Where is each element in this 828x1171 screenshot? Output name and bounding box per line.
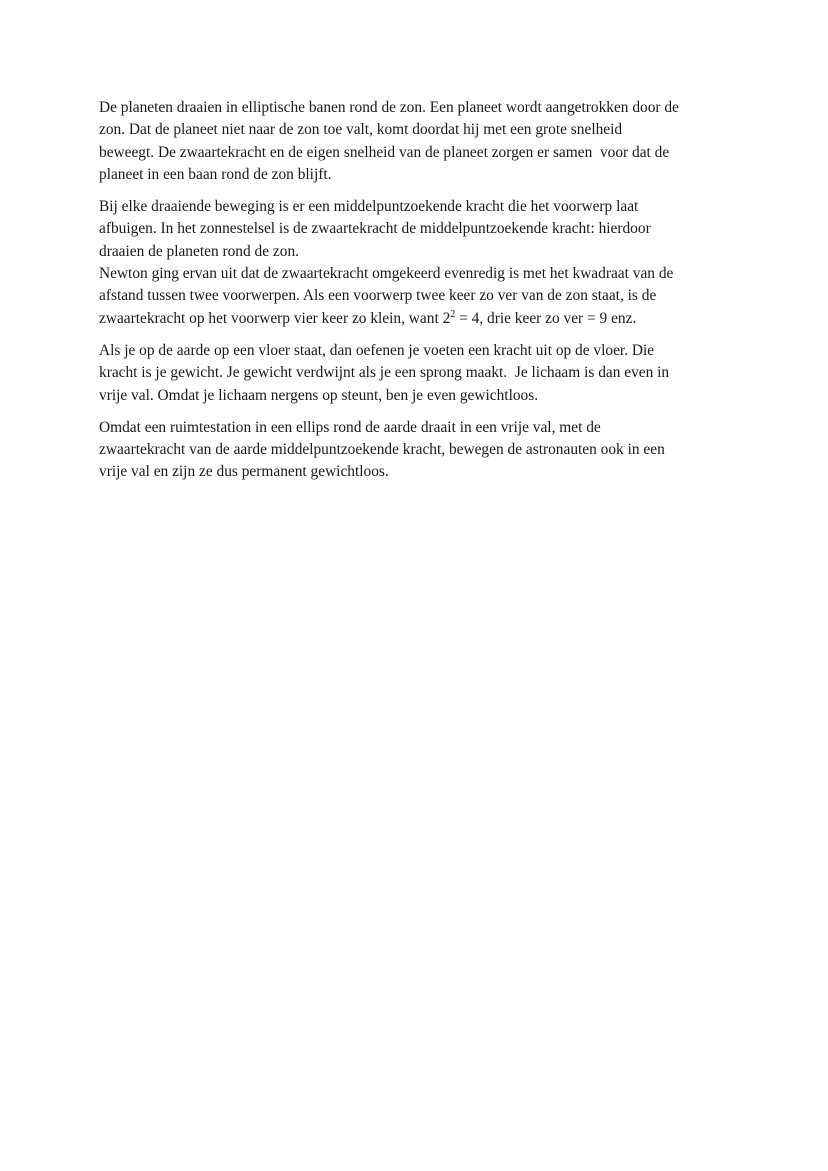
text-line: kracht is je gewicht. Je gewicht verdwijnt als je een sprong maakt. Je lichaam is dan even in — [99, 364, 670, 382]
text-line: afbuigen. In het zonnestelsel is de zwaartekracht de middelpuntzoekende kracht: hierdoor — [99, 220, 651, 238]
text-line: beweegt. De zwaartekracht en de eigen snelheid van de planeet zorgen er samen voor dat de — [99, 143, 670, 161]
paragraph-centripetal-force — [99, 196, 739, 330]
text-line-with-formula — [99, 308, 739, 330]
text-line: Omdat een ruimtestation in een ellips rond de aarde draait in een vrije val, met de — [99, 418, 601, 436]
paragraph-space-station — [99, 417, 739, 484]
formula-text-after: = 4, drie keer zo ver = 9 enz. — [455, 309, 637, 327]
text-line: zon. Dat de planeet niet naar de zon toe valt, komt doordat hij met een grote snelheid — [99, 121, 623, 139]
text-line: afstand tussen twee voorwerpen. Als een voorwerp twee keer zo ver van de zon staat, is de — [99, 287, 657, 305]
text-line: Bij elke draaiende beweging is er een middelpuntzoekende kracht die het voorwerp laat — [99, 198, 639, 216]
paragraph-weight — [99, 340, 739, 407]
text-line: planeet in een baan rond de zon blijft. — [99, 165, 332, 183]
text-line: zwaartekracht van de aarde middelpuntzoekende kracht, bewegen de astronauten ook in een — [99, 441, 665, 459]
document-page — [99, 97, 739, 494]
text-line: Als je op de aarde op een vloer staat, dan oefenen je voeten een kracht uit op de vloer. Die — [99, 341, 655, 359]
text-line: vrije val. Omdat je lichaam nergens op steunt, ben je even gewichtloos. — [99, 386, 539, 404]
formula-text-before: zwaartekracht op het voorwerp vier keer zo klein, want 2 — [99, 309, 451, 327]
paragraph-planetary-orbits — [99, 97, 739, 186]
text-line: draaien de planeten rond de zon. — [99, 242, 299, 260]
exponent-superscript: 2 — [450, 308, 456, 320]
text-line: vrije val en zijn ze dus permanent gewichtloos. — [99, 463, 389, 481]
text-line: De planeten draaien in elliptische banen rond de zon. Een planeet wordt aangetrokken door de — [99, 99, 679, 116]
text-line: Newton ging ervan uit dat de zwaartekracht omgekeerd evenredig is met het kwadraat van de — [99, 265, 674, 283]
